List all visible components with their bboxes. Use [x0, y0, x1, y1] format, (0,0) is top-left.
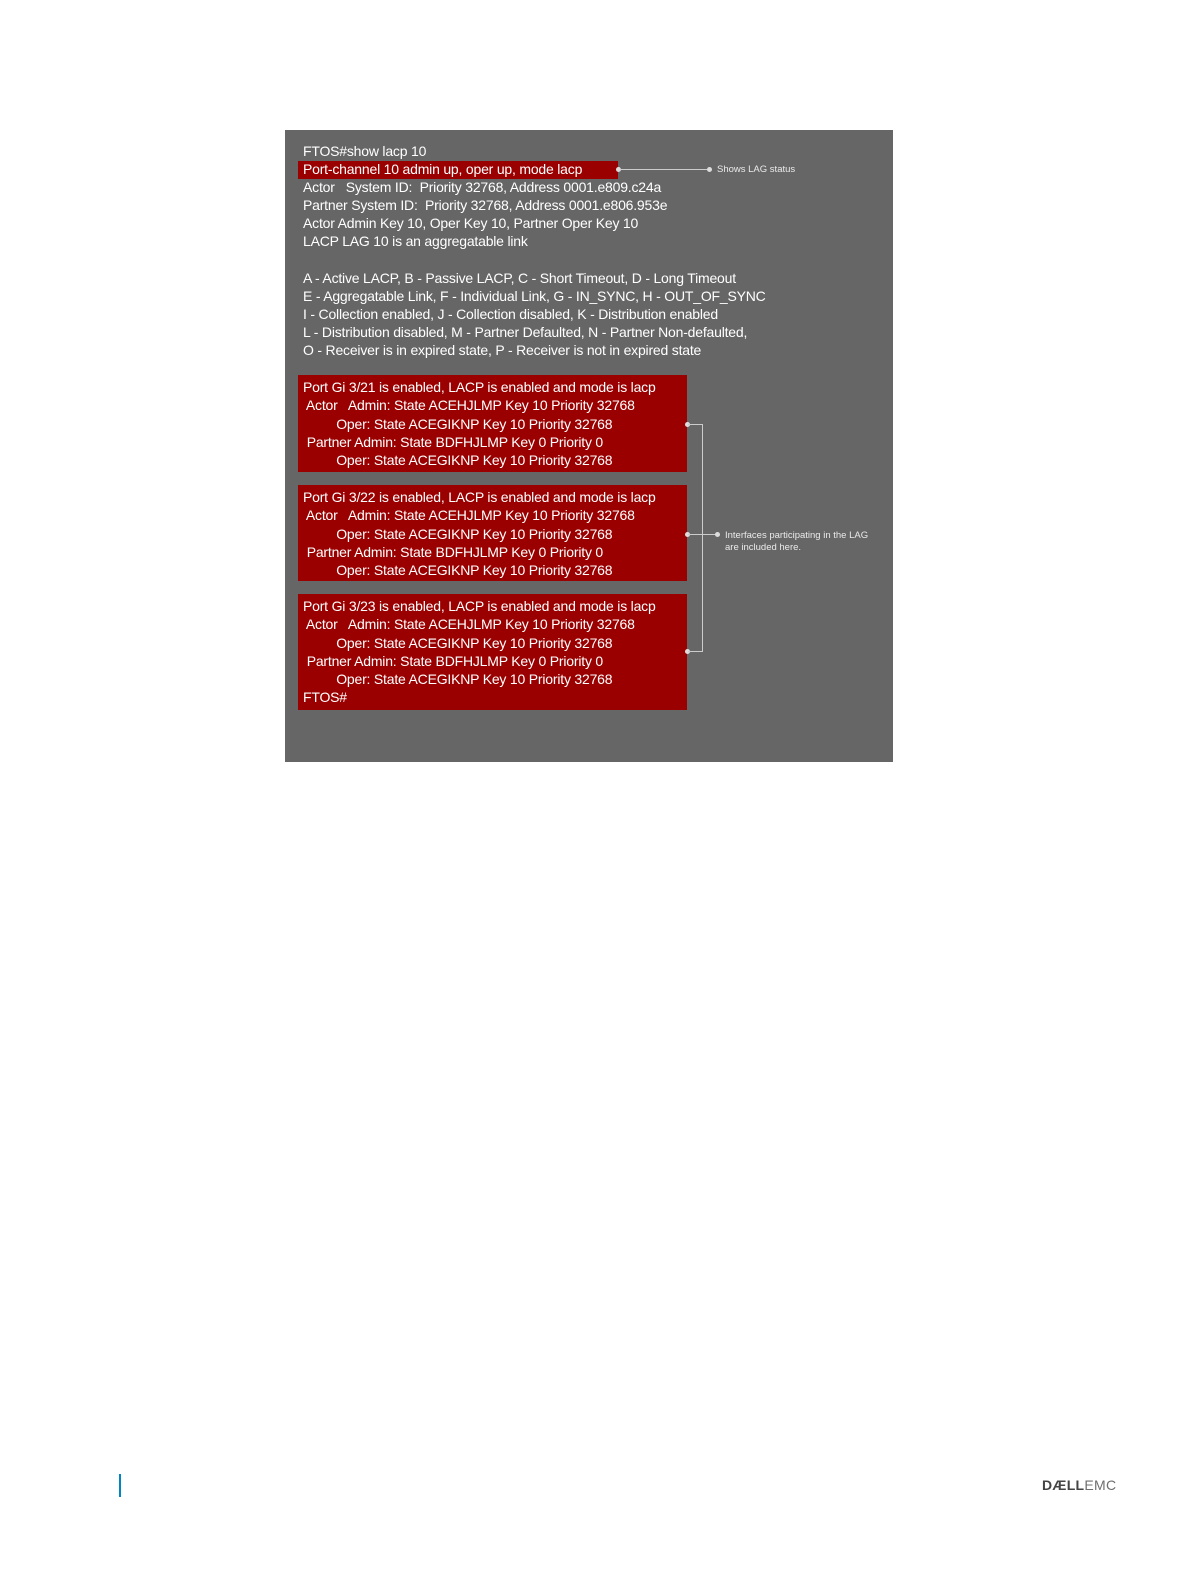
bracket-line	[702, 424, 703, 652]
actor-oper-line: Oper: State ACEGIKNP Key 10 Priority 32768	[303, 635, 613, 651]
lag-status-annotation: Shows LAG status	[717, 164, 796, 175]
logo-dell: DÆLL	[1042, 1477, 1085, 1493]
actor-admin-line: Actor Admin: State ACEHJLMP Key 10 Priority 32768	[303, 397, 635, 413]
partner-oper-line: Oper: State ACEGIKNP Key 10 Priority 32768	[303, 562, 613, 578]
aggregatable-line: LACP LAG 10 is an aggregatable link	[303, 233, 528, 249]
legend-line: E - Aggregatable Link, F - Individual Link, G - IN_SYNC, H - OUT_OF_SYNC	[303, 288, 766, 304]
actor-oper-line: Oper: State ACEGIKNP Key 10 Priority 32768	[303, 416, 613, 432]
lag-status-line: Port-channel 10 admin up, oper up, mode lacp	[303, 161, 583, 177]
footer-accent-bar	[119, 1474, 121, 1497]
actor-system-id: Actor System ID: Priority 32768, Address 0001.e809.c24a	[303, 179, 662, 195]
legend-line: I - Collection enabled, J - Collection disabled, K - Distribution enabled	[303, 306, 718, 322]
partner-admin-line: Partner Admin: State BDFHJLMP Key 0 Priority 0	[303, 434, 604, 450]
port-header: Port Gi 3/22 is enabled, LACP is enabled and mode is lacp	[303, 489, 656, 505]
dell-emc-logo	[1042, 1477, 1116, 1493]
partner-oper-line: Oper: State ACEGIKNP Key 10 Priority 32768	[303, 671, 613, 687]
partner-admin-line: Partner Admin: State BDFHJLMP Key 0 Priority 0	[303, 653, 604, 669]
command-line: FTOS#show lacp 10	[303, 143, 427, 159]
legend-line: L - Distribution disabled, M - Partner Defaulted, N - Partner Non-defaulted,	[303, 324, 748, 340]
key-line: Actor Admin Key 10, Oper Key 10, Partner Oper Key 10	[303, 215, 639, 231]
callout-dot	[715, 532, 720, 537]
port-header: Port Gi 3/21 is enabled, LACP is enabled and mode is lacp	[303, 379, 656, 395]
logo-emc: EMC	[1084, 1477, 1117, 1493]
callout-line	[620, 169, 710, 170]
partner-oper-line: Oper: State ACEGIKNP Key 10 Priority 32768	[303, 452, 613, 468]
bracket-line	[688, 534, 718, 535]
actor-oper-line: Oper: State ACEGIKNP Key 10 Priority 32768	[303, 526, 613, 542]
legend-line: A - Active LACP, B - Passive LACP, C - Short Timeout, D - Long Timeout	[303, 270, 736, 286]
legend-line: O - Receiver is in expired state, P - Receiver is not in expired state	[303, 342, 702, 358]
interfaces-annotation-line2: are included here.	[725, 542, 802, 553]
partner-admin-line: Partner Admin: State BDFHJLMP Key 0 Priority 0	[303, 544, 604, 560]
callout-dot	[707, 167, 712, 172]
port-header: Port Gi 3/23 is enabled, LACP is enabled and mode is lacp	[303, 598, 656, 614]
actor-admin-line: Actor Admin: State ACEHJLMP Key 10 Priority 32768	[303, 616, 635, 632]
partner-system-id: Partner System ID: Priority 32768, Address 0001.e806.953e	[303, 197, 668, 213]
interfaces-annotation-line1: Interfaces participating in the LAG	[725, 530, 869, 541]
prompt-line: FTOS#	[303, 689, 347, 705]
bracket-line	[688, 651, 703, 652]
cli-output-figure	[285, 130, 893, 762]
actor-admin-line: Actor Admin: State ACEHJLMP Key 10 Priority 32768	[303, 507, 635, 523]
bracket-line	[688, 424, 703, 425]
